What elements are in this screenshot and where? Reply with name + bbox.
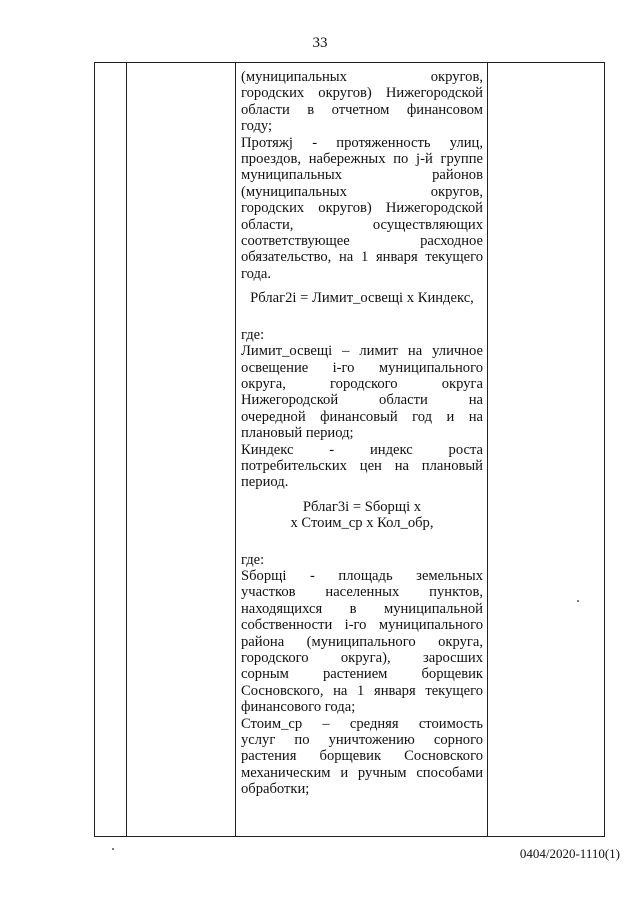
text-line: Сосновского, на 1 января текущего: [241, 682, 483, 699]
table: [94, 62, 605, 837]
text-line: где:: [241, 551, 265, 568]
text-line: округа, городского округа: [241, 375, 483, 392]
text-line: Киндекс - индекс роста: [241, 441, 483, 458]
text-line: Протяжj - протяженность улиц,: [241, 134, 483, 151]
text-line: сорным растением борщевик: [241, 666, 483, 683]
formula-line: х Стоим_ср х Кол_обр,: [290, 515, 434, 532]
spacer: [241, 307, 483, 327]
text-line: участков населенных пунктов,: [241, 584, 483, 601]
text-line: Лимит_освещi – лимит на уличное: [241, 343, 483, 360]
text-line: (муниципальных округов,: [241, 183, 483, 200]
text-line: собственности i-го муниципального: [241, 617, 483, 634]
formula-line: Рблаг2i = Лимит_освещi х Киндекс,: [250, 290, 474, 307]
formula-line: Рблаг3i = Sборщi х: [302, 498, 422, 515]
text-line: городского округа), заросших: [241, 650, 483, 666]
spacer: [241, 532, 483, 552]
text-line: финансового года;: [241, 699, 356, 716]
text-line: обработки;: [241, 781, 310, 798]
scan-speck: [112, 848, 114, 850]
text-line: Sборщi - площадь земельных: [241, 567, 483, 584]
text-line: области, осуществляющих: [241, 216, 483, 233]
text-line: где:: [241, 326, 265, 343]
text-line: обязательство, на 1 января текущего: [241, 249, 483, 266]
text-line: района (муниципального округа,: [241, 633, 483, 650]
page-number: 33: [312, 35, 328, 51]
column-divider-1: [126, 63, 127, 836]
text-line: растения борщевик Сосновского: [241, 748, 483, 765]
text-line: Нижегородской области на: [241, 392, 483, 409]
text-line: году;: [241, 118, 273, 135]
text-line: находящихся в муниципальной: [241, 600, 483, 617]
column-divider-3: [487, 63, 488, 836]
text-line: (муниципальных округов,: [241, 69, 483, 85]
spacer: [241, 282, 483, 290]
text-line: области в отчетном финансовом: [241, 101, 483, 118]
text-line: муниципальных районов: [241, 167, 483, 184]
text-line: очередной финансовый год и на: [241, 408, 483, 425]
scan-speck: [577, 600, 579, 602]
text-line: Стоим_ср – средняя стоимость: [241, 715, 483, 732]
text-line: года.: [241, 265, 272, 282]
text-line: период.: [241, 474, 289, 491]
text-line: проездов, набережных по j-й группе: [241, 151, 483, 168]
column-divider-2: [235, 63, 236, 836]
text-line: плановый период;: [241, 425, 354, 442]
spacer: [241, 491, 483, 499]
text-line: городских округов) Нижегородской: [241, 85, 483, 102]
text-line: освещение i-го муниципального: [241, 359, 483, 376]
text-line: механическим и ручным способами: [241, 764, 483, 781]
text-line: городских округов) Нижегородской: [241, 200, 483, 217]
text-line: услуг по уничтожению сорного: [241, 732, 483, 749]
text-line: потребительских цен на плановый: [241, 457, 483, 474]
document-code: 0404/2020-1110(1): [519, 846, 620, 861]
formula-description-cell: [241, 69, 483, 798]
text-line: соответствующее расходное: [241, 233, 483, 250]
